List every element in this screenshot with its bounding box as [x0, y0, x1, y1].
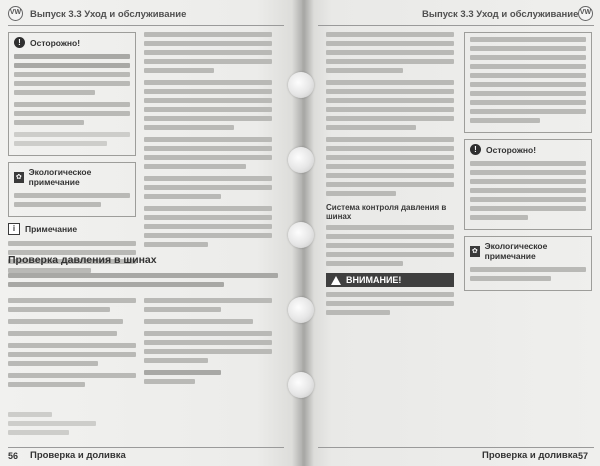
left-col-1 [8, 32, 136, 280]
binding-hole [288, 72, 314, 98]
binding-hole [288, 372, 314, 398]
attention-banner: ВНИМАНИЕ! [326, 273, 454, 287]
leaf-icon: ✿ [15, 173, 22, 181]
pressure-section [8, 254, 278, 294]
left-foot-rule [8, 447, 284, 448]
left-col-2 [144, 32, 272, 254]
steps-col-1 [8, 298, 136, 394]
section-title: Проверка давления в шинах [8, 254, 157, 266]
warning-box [8, 32, 136, 156]
left-footnotes [8, 412, 118, 439]
warning-icon: ! [470, 144, 481, 155]
eco-heading: ✿ Экологическое примечание [15, 167, 92, 187]
right-warning-box [464, 139, 592, 230]
vw-logo-icon: VW [8, 6, 23, 21]
binding-holes [277, 0, 325, 466]
steps-col-2 [144, 298, 272, 391]
binding-hole [288, 297, 314, 323]
warning-heading: ! Осторожно! [14, 37, 130, 48]
right-page [302, 0, 600, 466]
right-foot-rule [318, 447, 594, 448]
eco-box [8, 162, 136, 217]
info-icon: i [8, 223, 20, 235]
right-running-head: Выпуск 3.3 Уход и обслуживание [422, 9, 579, 20]
binding-hole [288, 147, 314, 173]
right-warning-heading: ! Осторожно! [470, 144, 586, 155]
left-page-number: 56 [8, 451, 19, 461]
warning-icon: ! [14, 37, 25, 48]
binding-hole [288, 222, 314, 248]
note-box [464, 32, 592, 133]
left-running-head: Выпуск 3.3 Уход и обслуживание [30, 9, 187, 20]
right-eco-box [464, 236, 592, 291]
tpms-subtitle: Система контроля давления в шинах [326, 203, 447, 221]
attention-triangle-icon [331, 276, 341, 285]
right-head-rule [318, 25, 594, 26]
info-heading: i Примечание [8, 223, 136, 235]
right-page-number: 57 [578, 451, 589, 461]
attention-box [326, 273, 454, 315]
right-footer-title: Проверка и доливка [482, 450, 578, 461]
leaf-icon: ✿ [471, 247, 478, 255]
left-footer-title: Проверка и доливка [30, 450, 126, 461]
left-head-rule [8, 25, 284, 26]
right-eco-heading: ✿ Экологическое примечание [471, 241, 548, 261]
vw-logo-icon: VW [578, 6, 593, 21]
right-col-2 [464, 32, 592, 291]
right-col-1 [326, 32, 454, 322]
